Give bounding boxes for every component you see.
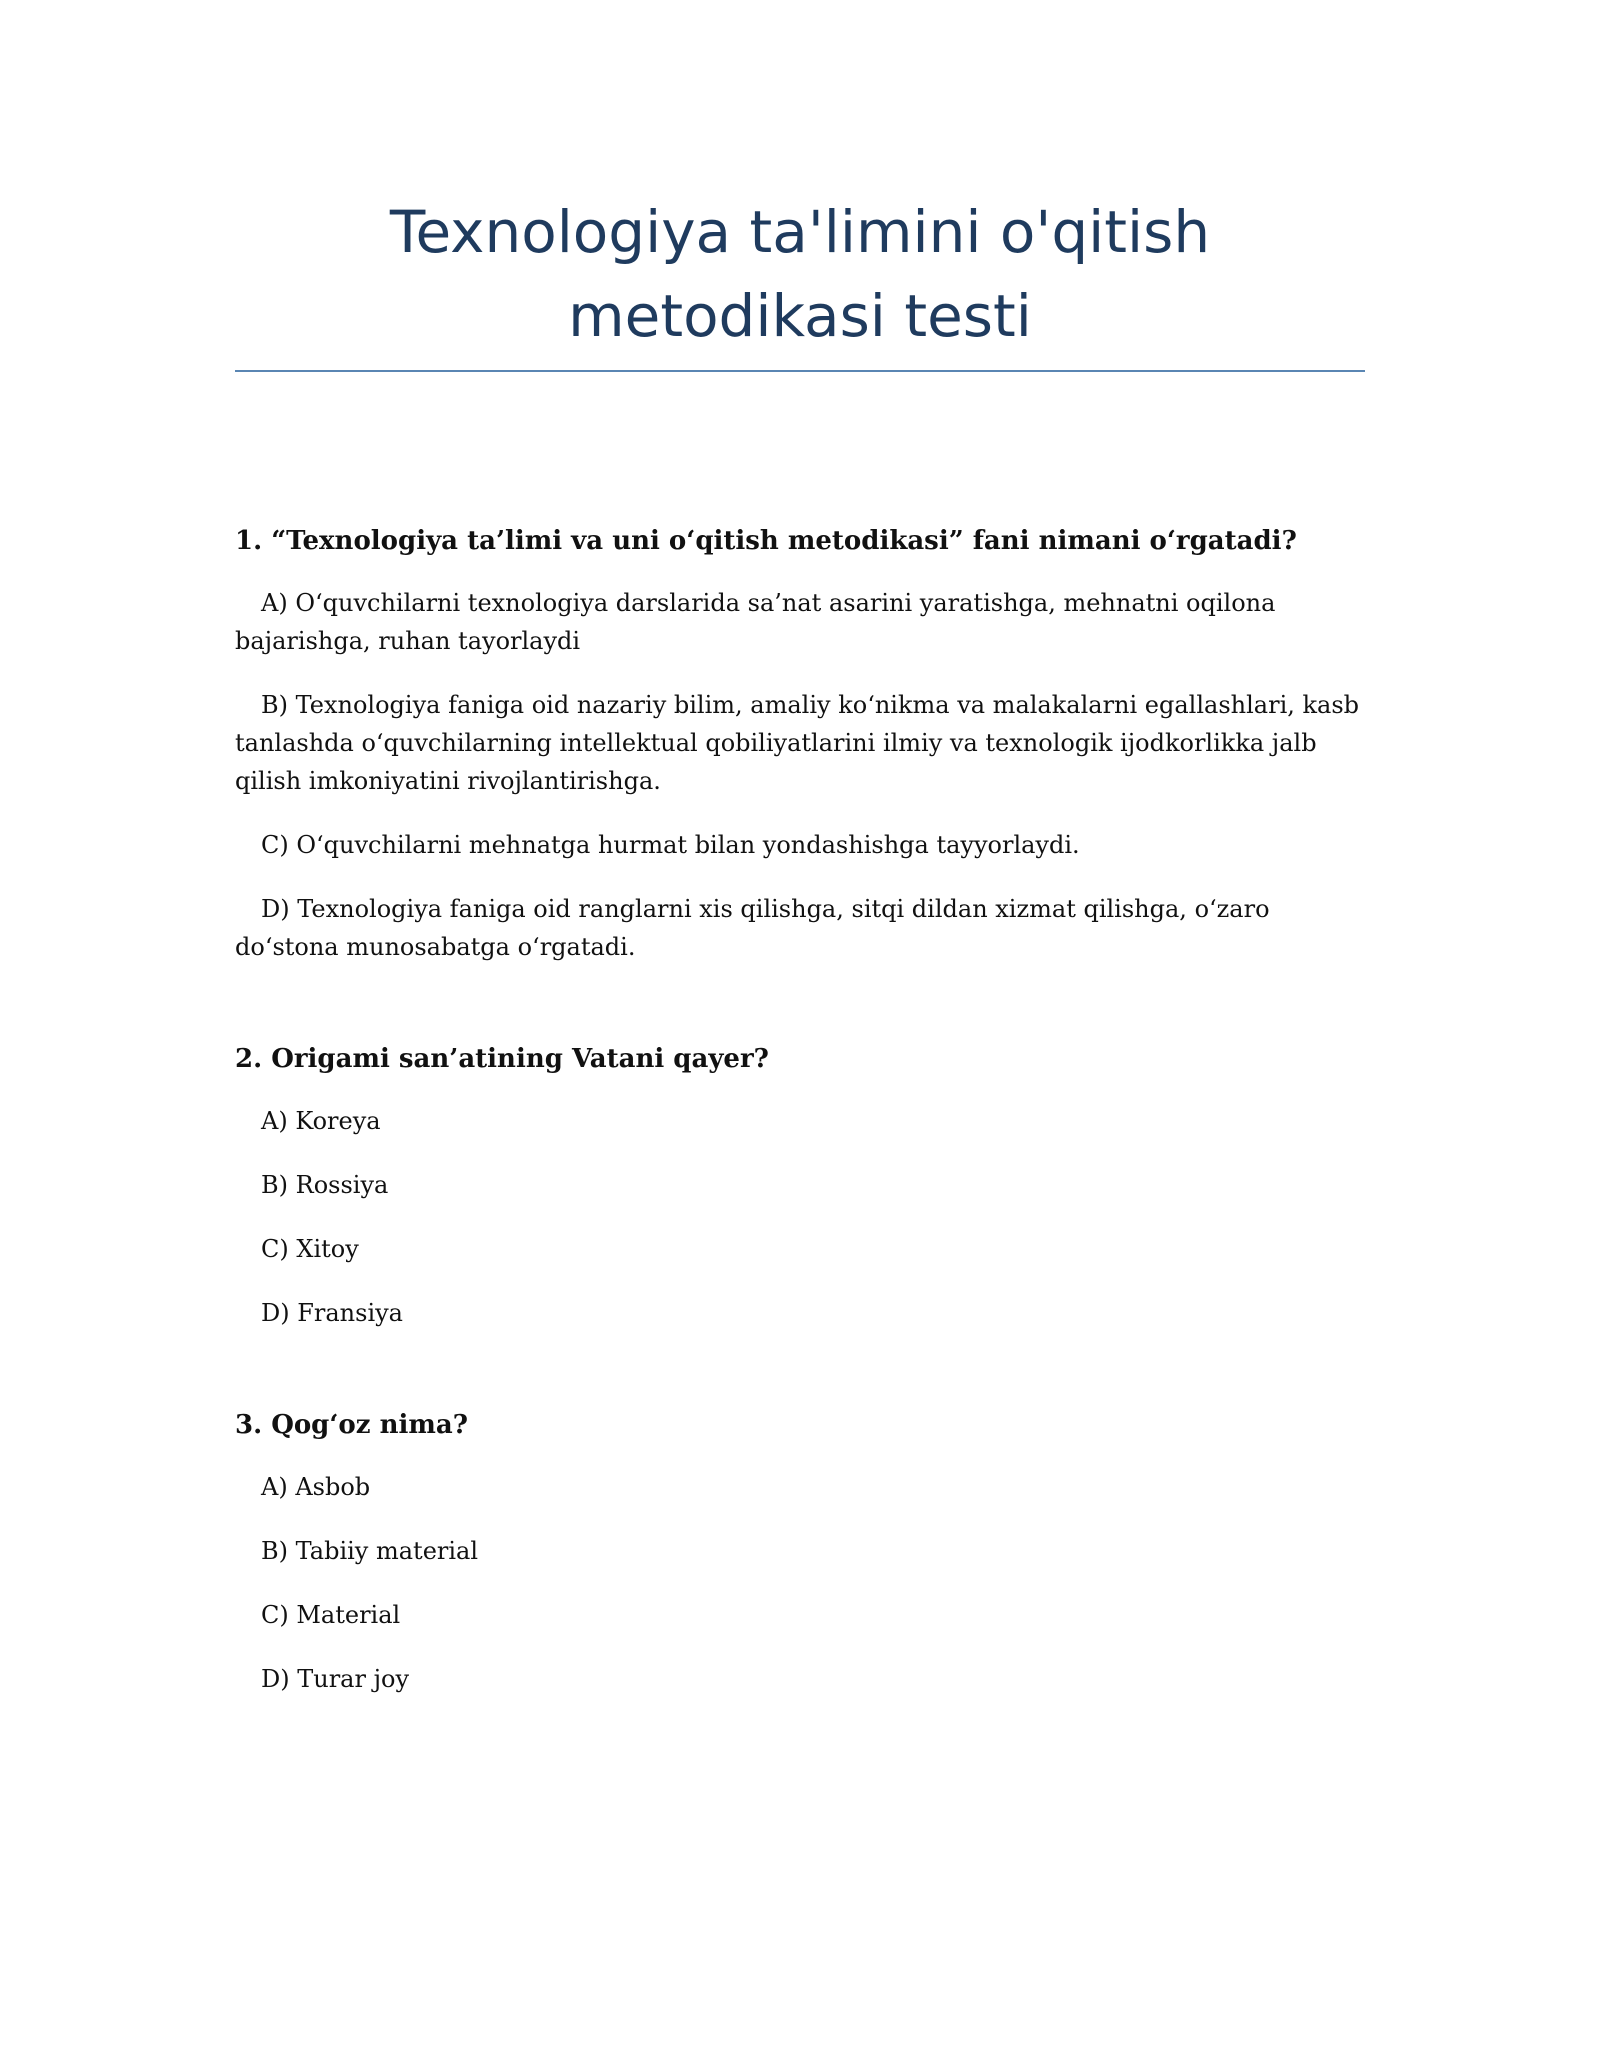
option-d: D) Fransiya [261,1299,403,1327]
option-b: B) Texnologiya faniga oid nazariy bilim, amaliy ko‘nikma va malakalarni egallashlari, kasb tanlashda o‘quvchilarning intellektual qobiliyatlarini ilmiy va texnologik ijodkorlikka jalb qilish imkoniyatini rivojlantirishga. [235,691,1360,795]
document-title-line-1: Texnologiya ta'limini o'qitish [389,198,1211,266]
question-text: 2. Origami san’atining Vatani qayer? [235,1044,769,1074]
option-a: A) O‘quvchilarni texnologiya darslarida sa’nat asarini yaratishga, mehnatni oqilona bajarishga, ruhan tayorlaydi [235,589,1276,655]
option-a: A) Asbob [261,1473,371,1501]
option-c: C) Material [261,1601,401,1629]
document-title-line-2: metodikasi testi [568,282,1032,350]
option-d: D) Texnologiya faniga oid ranglarni xis qilishga, sitqi dildan xizmat qilishga, o‘zaro do‘stona munosabatga o‘rgatadi. [235,895,1270,961]
option-c: C) Xitoy [261,1235,359,1263]
option-d: D) Turar joy [261,1665,410,1693]
title-block [235,190,1365,372]
document-page [235,0,1365,1772]
question-text: 3. Qog‘oz nima? [235,1410,468,1440]
questions-list [235,522,1365,1698]
question-3 [235,1406,1365,1698]
option-c: C) O‘quvchilarni mehnatga hurmat bilan yondashishga tayyorlaydi. [261,831,1080,859]
question-text: 1. “Texnologiya ta’limi va uni o‘qitish metodikasi” fani nimani o‘rgatadi? [235,526,1297,556]
option-b: B) Tabiiy material [261,1537,479,1565]
question-1 [235,522,1365,966]
option-a: A) Koreya [261,1107,381,1135]
option-b: B) Rossiya [261,1171,389,1199]
question-2 [235,1040,1365,1332]
title-divider [235,370,1365,372]
